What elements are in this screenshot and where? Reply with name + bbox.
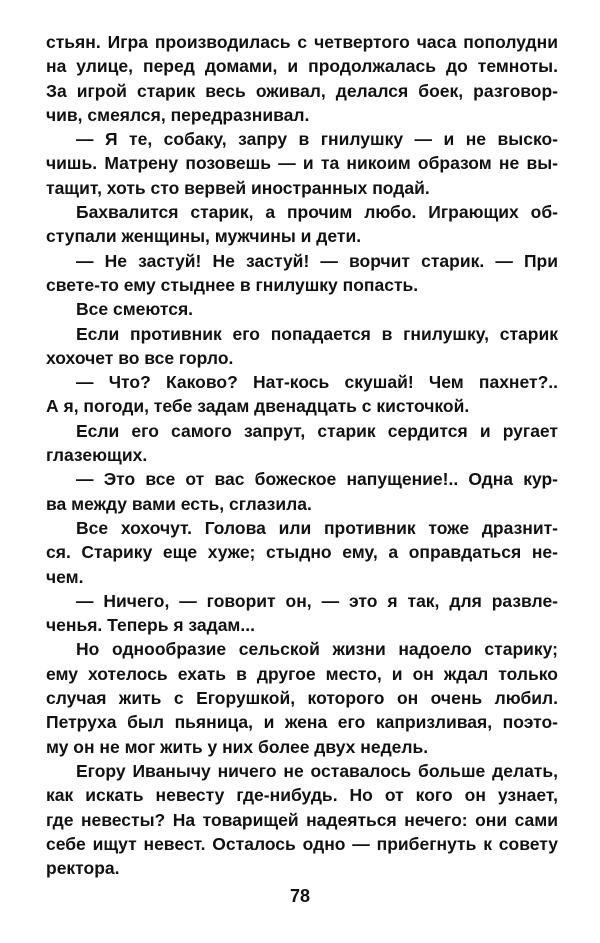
text-line: ся. Старику еще хуже; стыдно ему, а оправдаться не-	[46, 542, 558, 563]
text-line: ступали женщины, мужчины и дети.	[46, 226, 362, 247]
text-line: му он не мог жить у них более двух недель.	[46, 736, 429, 757]
text-line: Если его самого запрут, старик сердится и ругает	[76, 420, 558, 441]
text-line: За игрой старик весь оживал, делался боек, разговор-	[46, 80, 558, 101]
text-line: чив, смеялся, передразнивал.	[46, 104, 310, 125]
text-line: тащит, хоть сто вервей иностранных подай.	[46, 177, 430, 198]
text-line: на улице, перед домами, и продолжалась до темноты.	[46, 56, 558, 77]
text-line: ректора.	[46, 858, 120, 879]
text-line: ва между вами есть, сглазила.	[46, 493, 312, 514]
text-line: Все смеются.	[76, 299, 194, 320]
text-line: — Я те, собаку, запру в гнилушку — и не выско-	[76, 129, 558, 150]
text-line: — Что? Каково? Нат-кось скушай! Чем пахнет?..	[76, 372, 558, 393]
text-line: А я, погоди, тебе задам двенадцать с кисточкой.	[46, 396, 470, 417]
text-line: Петруха был пьяница, и жена его капризливая, поэто-	[46, 712, 558, 733]
text-line: стьян. Игра производилась с четвертого часа пополудни	[46, 32, 558, 52]
text-line: Если противник его попадается в гнилушку, старик	[76, 323, 558, 344]
text-line: Но однообразие сельской жизни надоело старику;	[76, 639, 558, 660]
text-line: ему хотелось ехать в другое место, и он ждал только	[46, 663, 558, 684]
text-line: Егору Иванычу ничего не оставалось больше делать,	[76, 760, 558, 781]
text-line: где невесты? На товарищей надеяться нечего: они сами	[46, 809, 558, 830]
text-line: Бахвалится старик, а прочим любо. Играющих об-	[76, 202, 558, 223]
text-line: чишь. Матрену позовешь — и та никоим образом не вы-	[46, 153, 558, 174]
text-line: Все хохочут. Голова или противник тоже дразнит-	[76, 517, 558, 538]
text-line: как искать невесту где-нибудь. Но от кого он узнает,	[46, 785, 558, 806]
text-line: — Ничего, — говорит он, — это я так, для развле-	[76, 590, 558, 611]
page-body	[46, 30, 558, 880]
text-line: ченья. Теперь я задам...	[46, 615, 255, 636]
page-number: 78	[289, 886, 311, 906]
text-line: хохочет во все горло.	[46, 347, 234, 368]
text-line: случая жить с Егорушкой, которого он очень любил.	[46, 688, 558, 709]
text-line: чем.	[46, 566, 84, 587]
text-line: — Не застуй! Не застуй! — ворчит старик. — При	[76, 250, 558, 271]
text-line: — Это все от вас божеское напущение!.. Одна кур-	[76, 469, 558, 490]
text-line: глазеющих.	[46, 445, 148, 466]
text-line: свете-то ему стыднее в гнилушку попасть.	[46, 274, 419, 295]
text-line: себе ищут невест. Осталось одно — прибегнуть к совету	[46, 833, 558, 854]
